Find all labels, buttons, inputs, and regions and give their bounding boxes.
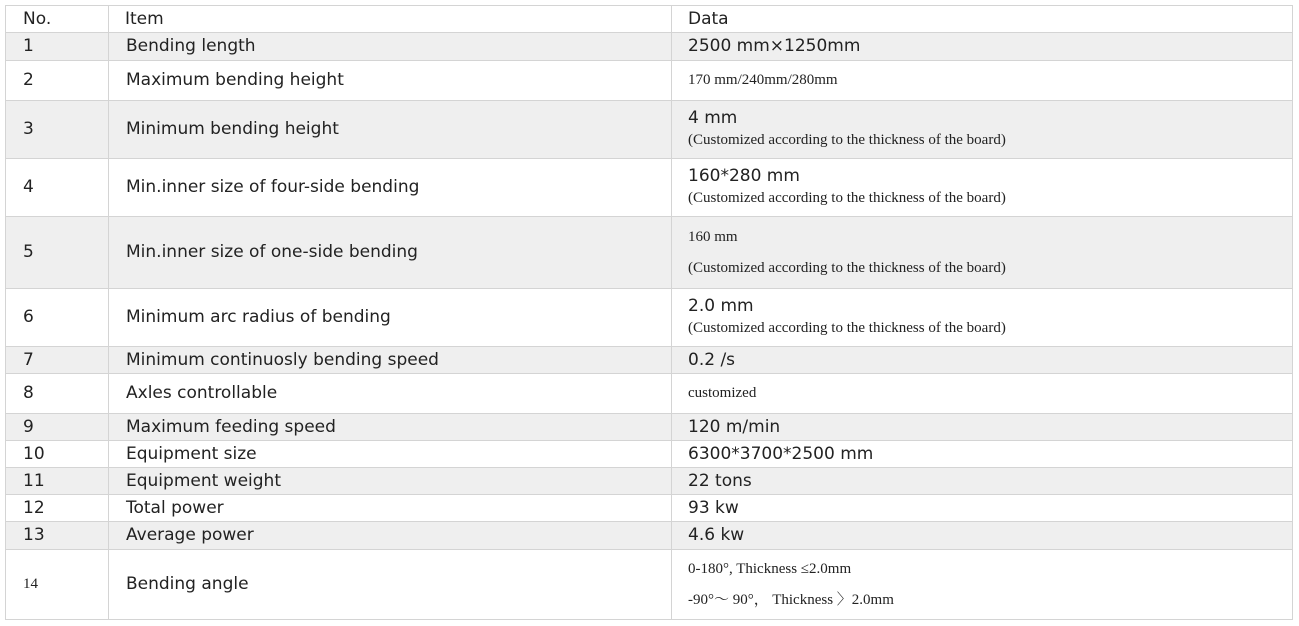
header-data: Data: [672, 6, 1293, 33]
row-no: 13: [6, 522, 109, 550]
table-row: [6, 159, 1293, 217]
table-row: [6, 61, 1293, 101]
row-no: 9: [6, 414, 109, 441]
row-item: Equipment size: [109, 441, 672, 468]
row-data-cell: [672, 217, 1293, 289]
row-no: 11: [6, 468, 109, 495]
row-data: 0.2 /s: [672, 347, 1293, 374]
row-no: 4: [6, 159, 109, 217]
table-row: [6, 289, 1293, 347]
table-row: [6, 374, 1293, 414]
row-item: Min.inner size of four-side bending: [109, 159, 672, 217]
row-no: 7: [6, 347, 109, 374]
table-row: [6, 217, 1293, 289]
row-no: 3: [6, 101, 109, 159]
table-row: [6, 441, 1293, 468]
table-row: [6, 101, 1293, 159]
row-item: Equipment weight: [109, 468, 672, 495]
row-item: Axles controllable: [109, 374, 672, 414]
row-no: 10: [6, 441, 109, 468]
table-header-row: [6, 6, 1293, 33]
row-data-cell: [672, 289, 1293, 347]
table-row: [6, 33, 1293, 61]
row-item: Min.inner size of one-side bending: [109, 217, 672, 289]
table-row: [6, 347, 1293, 374]
row-data: customized: [672, 374, 1293, 414]
header-item: Item: [109, 6, 672, 33]
row-no: 1: [6, 33, 109, 61]
row-item: Average power: [109, 522, 672, 550]
row-data: 4 mm: [688, 108, 738, 128]
row-data: 4.6 kw: [672, 522, 1293, 550]
row-no: 5: [6, 217, 109, 289]
row-no: 6: [6, 289, 109, 347]
header-no: No.: [6, 6, 109, 33]
row-note: (Customized according to the thickness of the board): [688, 132, 1006, 148]
row-item: Minimum continuosly bending speed: [109, 347, 672, 374]
row-data: 6300*3700*2500 mm: [672, 441, 1293, 468]
row-item: Maximum bending height: [109, 61, 672, 101]
row-data-cell: [672, 550, 1293, 620]
row-item: Minimum bending height: [109, 101, 672, 159]
spec-table: [5, 5, 1293, 620]
table-row: [6, 522, 1293, 550]
row-data: 160*280 mm: [688, 166, 800, 186]
row-note: -90°～ 90°， Thickness 〉2.0mm: [688, 592, 894, 608]
row-data: 2.0 mm: [688, 296, 754, 316]
row-item: Bending length: [109, 33, 672, 61]
row-data: 0-180°, Thickness ≤2.0mm: [688, 561, 852, 577]
row-item: Maximum feeding speed: [109, 414, 672, 441]
row-spacer: [688, 248, 1292, 257]
row-data: 2500 mm×1250mm: [672, 33, 1293, 61]
table-row: [6, 550, 1293, 620]
row-spacer: [688, 580, 1292, 589]
row-no: 14: [6, 550, 109, 620]
row-item: Bending angle: [109, 550, 672, 620]
row-data-cell: [672, 101, 1293, 159]
row-note: (Customized according to the thickness of the board): [688, 260, 1006, 276]
row-note: (Customized according to the thickness of the board): [688, 190, 1006, 206]
row-data: 93 kw: [672, 495, 1293, 522]
table-row: [6, 468, 1293, 495]
row-note: (Customized according to the thickness of the board): [688, 320, 1006, 336]
row-data: 120 m/min: [672, 414, 1293, 441]
row-data: 170 mm/240mm/280mm: [672, 61, 1293, 101]
row-data: 160 mm: [688, 229, 738, 245]
row-no: 2: [6, 61, 109, 101]
table-row: [6, 414, 1293, 441]
row-data: 22 tons: [672, 468, 1293, 495]
table-row: [6, 495, 1293, 522]
row-no: 8: [6, 374, 109, 414]
row-item: Minimum arc radius of bending: [109, 289, 672, 347]
row-no: 12: [6, 495, 109, 522]
row-item: Total power: [109, 495, 672, 522]
row-data-cell: [672, 159, 1293, 217]
